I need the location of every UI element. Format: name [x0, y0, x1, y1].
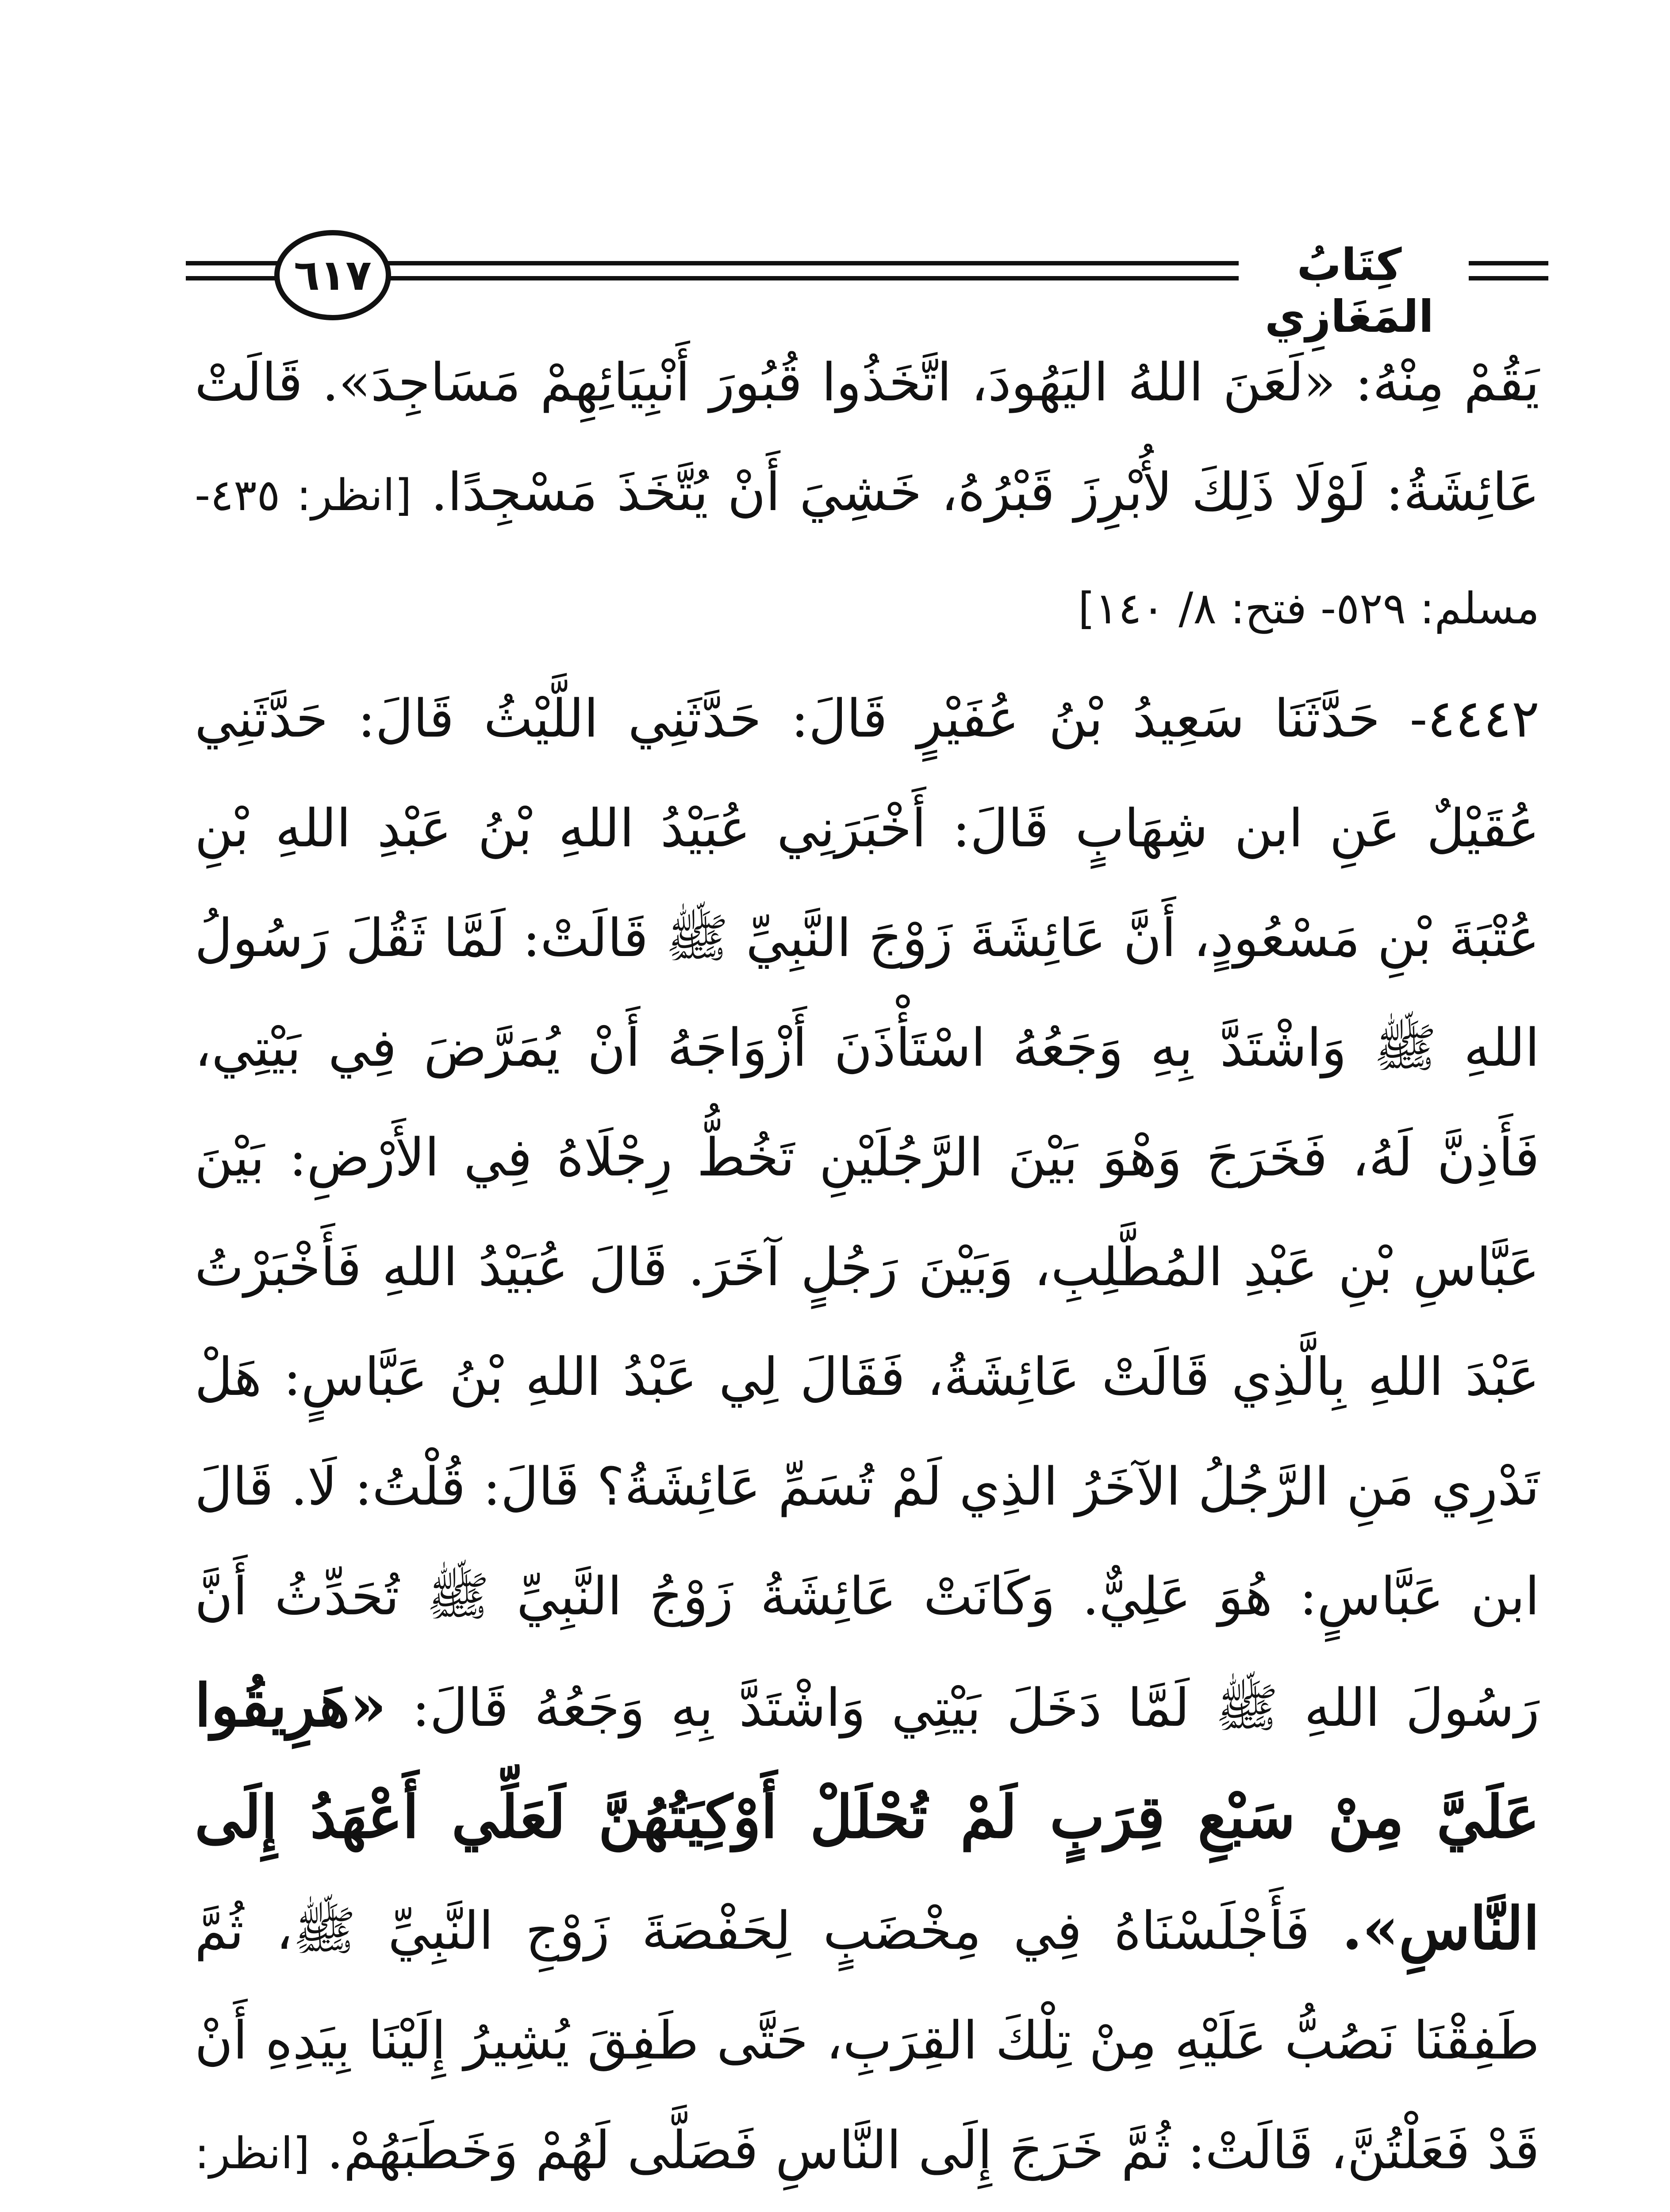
- header-rule: [186, 276, 279, 280]
- header-rule: [1469, 261, 1548, 265]
- paragraph-text: فَأَجْلَسْنَاهُ فِي مِخْضَبٍ لِحَفْصَةَ زَوْجِ النَّبِيِّ ﷺ، ثُمَّ طَفِقْنَا نَصُبُّ عَلَيْهِ مِنْ تِلْكَ القِرَبِ، حَتَّى طَفِقَ يُشِيرُ إِلَيْنَا بِيَدِهِ أَنْ قَدْ فَعَلْتُنَّ، قَالَتْ: ثُمَّ خَرَجَ إِلَى النَّاسِ فَصَلَّى لَهُمْ وَخَطَبَهُمْ.: [195, 1900, 1540, 2181]
- quoted-saying: «هَرِيقُوا عَلَيَّ مِنْ سَبْعِ قِرَبٍ لَمْ تُحْلَلْ أَوْكِيَتُهُنَّ لَعَلِّي أَعْهَدُ إِلَى النَّاسِ».: [195, 1671, 1540, 1963]
- reference-note: [انظر: ٤٣٥- مسلم: ٥٢٩- فتح: ٨/ ١٤٠]: [195, 470, 1539, 634]
- page-number: [274, 230, 391, 320]
- paragraph-continuation: [195, 327, 1539, 664]
- header-rule: [372, 276, 1239, 280]
- header-rule: [1469, 276, 1548, 280]
- header-rule: [186, 261, 279, 265]
- page-body: [195, 327, 1539, 2212]
- page-number-text: ٦١٧: [294, 250, 372, 300]
- header-rule: [372, 261, 1239, 265]
- reference-note: [انظر:: [195, 2128, 310, 2179]
- paragraph-text: ٤٤٤٢- حَدَّثَنَا سَعِيدُ بْنُ عُفَيْرٍ قَالَ: حَدَّثَنِي اللَّيْثُ قَالَ: حَدَّثَنِي عُقَيْلٌ عَنِ ابن شِهَابٍ قَالَ: أَخْبَرَنِي عُبَيْدُ اللهِ بْنُ عَبْدِ اللهِ بْنِ عُتْبَةَ بْنِ مَسْعُودٍ، أَنَّ عَائِشَةَ زَوْجَ النَّبِيِّ ﷺ قَالَتْ: لَمَّا ثَقُلَ رَسُولُ اللهِ ﷺ وَاشْتَدَّ بِهِ وَجَعُهُ اسْتَأْذَنَ أَزْوَاجَهُ أَنْ يُمَرَّضَ فِي بَيْتِي، فَأَذِنَّ لَهُ، فَخَرَجَ وَهْوَ بَيْنَ الرَّجُلَيْنِ تَخُطُّ رِجْلَاهُ فِي الأَرْضِ: بَيْنَ عَبَّاسِ بْنِ عَبْدِ المُطَّلِبِ، وَبَيْنَ رَجُلٍ آخَرَ. قَالَ عُبَيْدُ اللهِ فَأَخْبَرْتُ عَبْدَ اللهِ بِالَّذِي قَالَتْ عَائِشَةُ، فَقَالَ لِي عَبْدُ اللهِ بْنُ عَبَّاسٍ: هَلْ تَدْرِي مَنِ الرَّجُلُ الآخَرُ الذِي لَمْ تُسَمِّ عَائِشَةُ؟ قَالَ: قُلْتُ: لَا. قَالَ ابن عَبَّاسٍ: هُوَ عَلِيٌّ. وَكَانَتْ عَائِشَةُ زَوْجُ النَّبِيِّ ﷺ تُحَدِّثُ أَنَّ رَسُولَ اللهِ ﷺ لَمَّا دَخَلَ بَيْتِي وَاشْتَدَّ بِهِ وَجَعُهُ قَالَ:: [195, 688, 1539, 1738]
- paragraph-text: يَقُمْ مِنْهُ: «لَعَنَ اللهُ اليَهُودَ، اتَّخَذُوا قُبُورَ أَنْبِيَائِهِمْ مَسَاجِدَ». قَالَتْ عَائِشَةُ: لَوْلَا ذَلِكَ لأُبْرِزَ قَبْرُهُ، خَشِيَ أَنْ يُتَّخَذَ مَسْجِدًا.: [195, 352, 1539, 522]
- hadith-4442: [195, 664, 1539, 2212]
- book-title: كِتَابُ المَغَازِي: [1243, 239, 1455, 342]
- page-header: [186, 230, 1548, 342]
